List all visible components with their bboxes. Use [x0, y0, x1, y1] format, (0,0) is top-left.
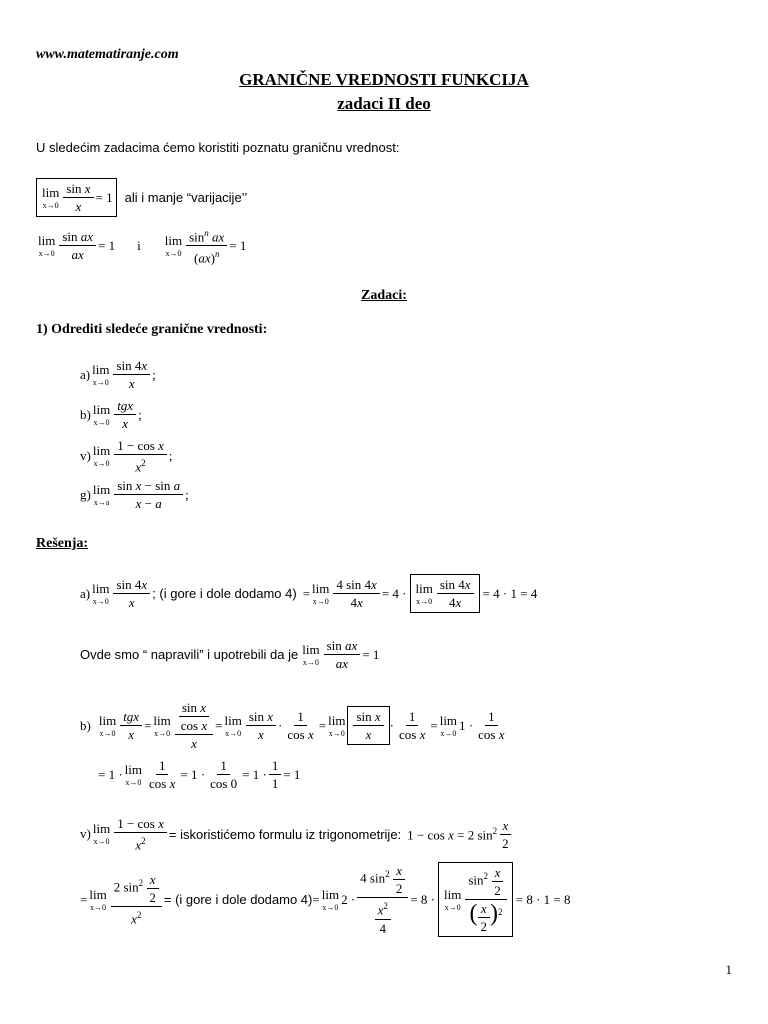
known-limit-formula: [36, 178, 247, 217]
tasks-heading: Zadaci:: [361, 288, 407, 303]
variation-formulas: lim x→0 $\frac{\text{sin ax}}{ax}$ = 1 i lim x→0 $\frac{\sin^n ax}{(ax)^n}$ = 1: [38, 228, 247, 266]
solution-v-note2: = (i gore i dole dodamo 4): [163, 892, 313, 907]
page-subtitle: zadaci II deo: [337, 94, 431, 113]
solution-v-note: = iskoristićemo formulu iz trigonometrije:: [168, 826, 402, 842]
solution-b-line1: b) lim x→0 $\frac{\text{tgx}}{x}$ = lim x→0 $\frac{\frac{\text{sin x}}{\text{cos x}}}{x}$ = lim x→0 $\frac{\text{sin x}}{x}$ · $\frac{1}{\text{cos x}}$ = lim x→0 $\frac{\text{sin x}}{x}$ · $\frac{1}{\text{cos x}}$ = lim x→0 1 · $\frac{1}{\text{cos x}}$: [80, 700, 505, 751]
page-number: 1: [725, 962, 732, 977]
task-1-statement: 1) Odrediti sledeće granične vrednosti:: [36, 322, 268, 337]
solution-v-line2: = lim x→0 2 $\sin^2$ $\frac{x}{2}$ $x^2$ = (i gore i dole dodamo 4) = lim x→0 2 · 4 $\sin^2$ $\frac{x}{2}$ $\frac{x^2}{4}$ = 8 · lim x→0 $\sin^2$ $\frac{x}{2}$ ( $\frac{x}{2}$ )$^2$ = 8 · 1 = 8: [80, 863, 571, 936]
solution-b-line2: = 1 · lim x→0 $\frac{1}{\text{cos x}}$ = 1 · $\frac{1}{\cos 0}$ = 1 · $\frac{1}{1}$ = 1: [98, 758, 301, 791]
explanation: Ovde smo “ napravili” i upotrebili da je lim x→0 $\frac{\text{sin ax}}{ax}$ = 1: [80, 638, 380, 671]
solutions-heading: Rešenja:: [36, 536, 89, 551]
task-v: v) lim x→0 $\frac{\text{1 − cos x}}{x^2}$ ;: [80, 438, 173, 475]
explanation-text: Ovde smo “ napravili” i upotrebili da je: [80, 647, 299, 662]
solution-a-note: ; (i gore i dole dodamo 4): [152, 586, 297, 601]
task-b: b) lim x→0 $\frac{\text{tgx}}{x}$ ;: [80, 398, 142, 431]
website-url: www.matematiranje.com: [36, 47, 179, 62]
solution-v-line1: v) lim x→0 $\frac{\text{1 − cos x}}{x^2}$ = iskoristićemo formulu iz trigonometrije: 1 − cos x = 2 $\sin^2$ $\frac{x}{2}$: [80, 816, 514, 852]
solution-a: a) lim x→0 $\frac{\sin 4x}{x}$ ; (i gore i dole dodamo 4) = lim x→0 $\frac{4 \sin 4x}{4x}$ = 4 · lim x→0 $\frac{\sin 4x}{4x}$ = 4 · 1 = 4: [80, 574, 537, 613]
task-g: g) lim x→a $\frac{\text{sin x − sin a}}{x - a}$ ;: [80, 478, 189, 511]
formula-box: lim x→0 $\frac{\text{sin x}}{x}$ = 1: [36, 178, 117, 217]
task-a: a) lim x→0 $\frac{\sin 4x}{x}$ ;: [80, 358, 156, 391]
page-title: GRANIČNE VREDNOSTI FUNKCIJA: [239, 70, 529, 89]
variations-text: ali i manje “varijacije’’: [124, 190, 248, 205]
and-word: i: [137, 237, 141, 253]
intro-text: U sledećim zadacima ćemo koristiti poznatu graničnu vrednost:: [36, 140, 400, 155]
